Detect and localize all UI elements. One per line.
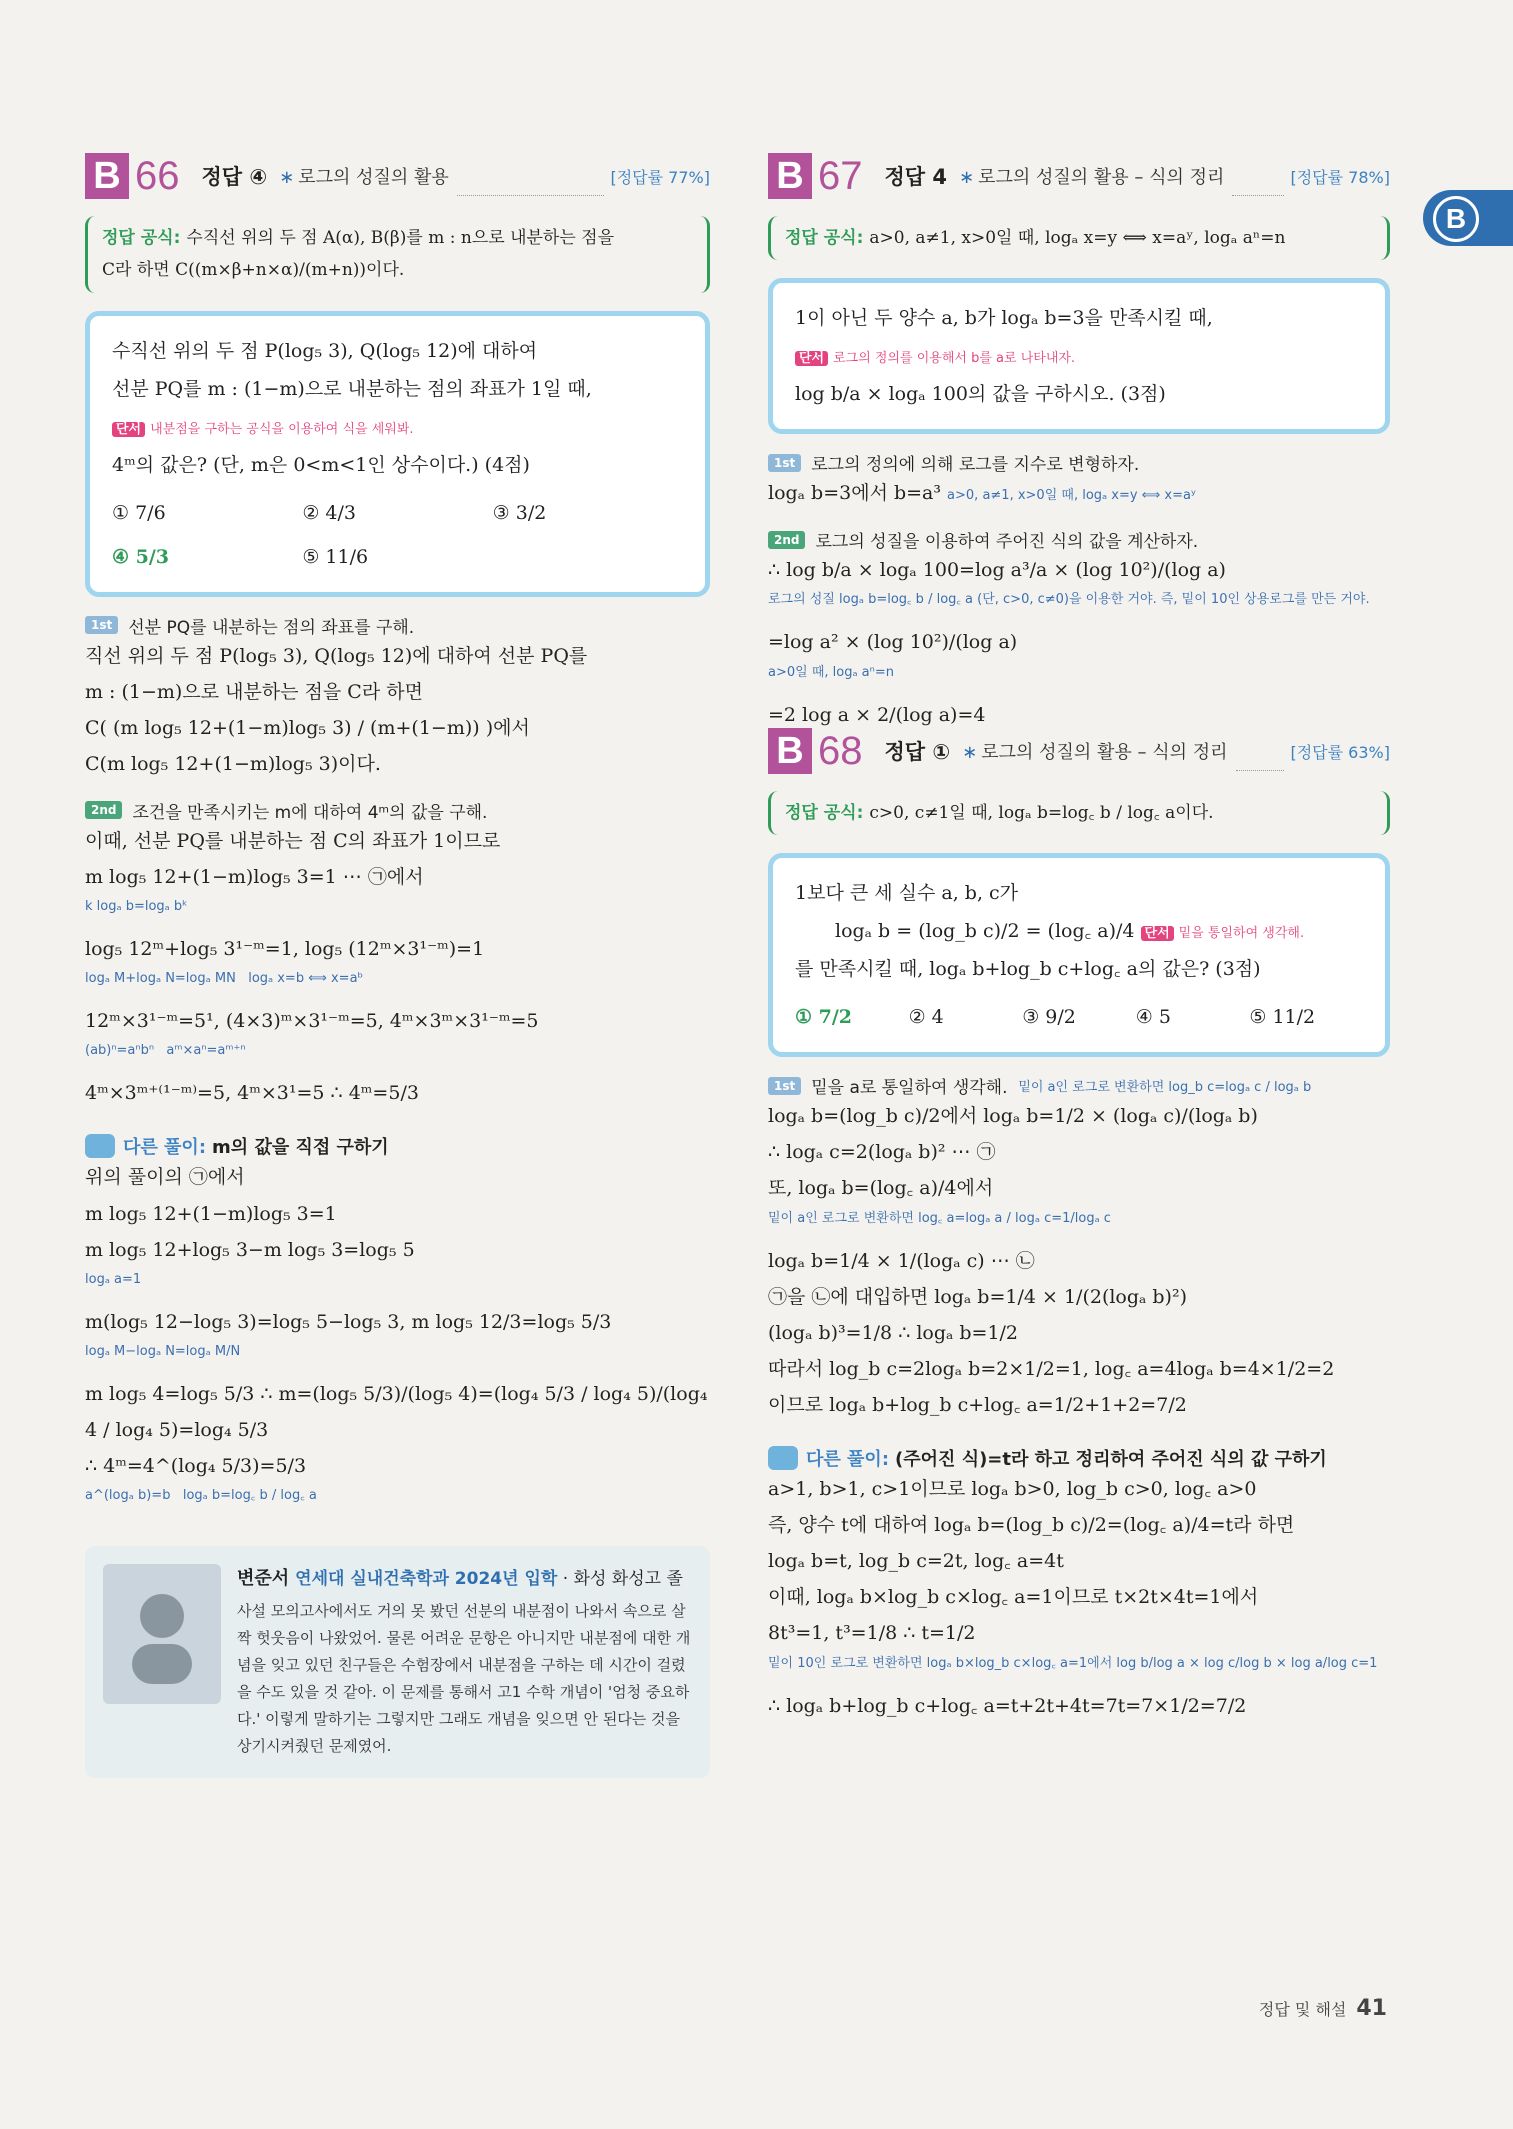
answer-formula-box [768,791,1390,835]
problem-68-header [768,725,1390,777]
question-box [768,853,1390,1057]
question-line-3: 4ᵐ의 값은? (단, m은 0<m<1인 상수이다.) (4점) [112,453,530,476]
solution-line: 12ᵐ×3¹⁻ᵐ=5¹, (4×3)ᵐ×3¹⁻ᵐ=5, 4ᵐ×3ᵐ×3¹⁻ᵐ=5 [85,1010,539,1033]
side-note-b: logₐ b=log꜀ b / log꜀ a [182,1488,317,1504]
solution-line: 직선 위의 두 점 P(log₅ 3), Q(log₅ 12)에 대하여 선분 PQ를 [85,644,588,667]
answer-label: 정답 ① [884,740,951,764]
solution-line: (logₐ b)³=1/8 ∴ logₐ b=1/2 [768,1321,1019,1344]
question-line-2: log b/a × logₐ 100의 값을 구하시오. (3점) [795,383,1166,406]
hint [112,420,414,440]
answer-label: 정답 ④ [201,165,268,189]
topic-text: 로그의 성질의 활용 – 식의 정리 [981,742,1228,763]
correct-rate: [정답률 63%] [1290,742,1390,762]
reviewer-highschool: · 화성 화성고 졸 [562,1569,683,1590]
alternative-solution-header [768,1445,1390,1471]
step-tag: 2nd [85,801,122,819]
formula-line-1: 수직선 위의 두 점 A(α), B(β)를 m : n으로 내분하는 점을 [186,228,615,248]
hint-text: 내분점을 구하는 공식을 이용하여 식을 세워봐. [150,421,414,437]
choice-5: ⑤ 11/2 [1249,1006,1316,1029]
choice-5: ⑤ 11/6 [302,545,369,568]
question-line-1: 수직선 위의 두 점 P(log₅ 3), Q(log₅ 12)에 대하여 [112,339,538,362]
solution-line: m log₅ 12+log₅ 3−m log₅ 3=log₅ 5 [85,1238,415,1261]
dotted-leader [1236,769,1285,771]
solution-line: m log₅ 4=log₅ 5/3 ∴ m=(log₅ 5/3)/(log₅ 4)=(log₄ 5/3 / log₄ 5)/(log₄ 4 / log₄ 5)=log₄ 5/3 [85,1382,708,1441]
alt-solution-icon [85,1134,115,1158]
problem-68 [768,725,1390,1724]
step-1 [85,613,710,638]
step-tag: 2nd [768,531,805,549]
page-number: 41 [1356,1996,1387,2021]
formula-line-2: C라 하면 C((m×β+n×α)/(m+n))이다. [102,260,405,281]
footer-label: 정답 및 해설 [1258,2000,1347,2019]
alt-label: 다른 풀이: [806,1449,890,1471]
side-note-b: aᵐ×aⁿ=aᵐ⁺ⁿ [166,1043,246,1059]
side-note-a: logₐ M+logₐ N=logₐ MN [85,971,236,987]
solution-line: logₐ b=t, log_b c=2t, log꜀ a=4t [768,1550,1064,1573]
solution-line: m log₅ 12+(1−m)log₅ 3=1 ⋯ ㉠에서 [85,866,424,889]
solution-line: 이때, logₐ b×log_b c×log꜀ a=1이므로 t×2t×4t=1에서 [768,1586,1259,1609]
equation-text: logₐ b = (log_b c)/2 = (log꜀ a)/4 [835,920,1135,943]
answer-choices [112,494,683,576]
correct-rate: [정답률 77%] [610,167,710,187]
side-note [85,1039,710,1075]
correct-rate: [정답률 78%] [1290,167,1390,187]
step-tag: 1st [85,616,118,634]
solution-line [768,475,1390,511]
solution-line: 또, logₐ b=(log꜀ a)/4에서 [768,1177,994,1200]
solution-line: =2 log a × 2/(log a)=4 [768,703,986,726]
problem-badge: B [85,153,129,199]
solution-line: ∴ 4ᵐ=4^(log₄ 5/3)=5/3 [85,1455,307,1477]
solution-line: m : (1−m)으로 내분하는 점을 C라 하면 [85,680,423,703]
person-icon [122,1584,202,1684]
solution-line: ∴ logₐ c=2(logₐ b)² ⋯ ㉠ [768,1141,996,1164]
solution-line: 위의 풀이의 ㉠에서 [85,1166,245,1189]
formula-label: 정답 공식: [785,803,864,823]
step-text: 로그의 성질을 이용하여 주어진 식의 값을 계산하자. [815,532,1199,553]
side-note: 밑이 a인 로그로 변환하면 log꜀ a=logₐ a / logₐ c=1/logₐ c [768,1210,1111,1226]
solution-line: logₐ b=1/4 × 1/(logₐ c) ⋯ ㉡ [768,1249,1035,1272]
problem-number: 66 [135,153,180,198]
solution-part-2 [768,552,1390,732]
student-photo [103,1564,221,1704]
alt-label: 다른 풀이: [123,1137,207,1159]
review-text: 사설 모의고사에서도 거의 못 봤던 선분의 내분점이 나와서 속으로 살짝 헛웃음이 나왔었어. 물론 어려운 문항은 아니지만 내분점에 대한 개념을 잊고 있던 친구들은 수험장에서 내분점을 구하는 데 시간이 걸렸을 수도 있을 것 같아. 이 문제를 통해서 고1 수학 개념이 '엄청 중요하다.' 이렇게 말하기는 그렇지만 그래도 개념을 잊으면 안 된다는 것을 상기시켜줬던 문제였어. [237,1602,691,1756]
side-note-a: a^(logₐ b)=b [85,1488,171,1504]
topic-text: 로그의 성질의 활용 – 식의 정리 [978,167,1225,188]
alt-title: (주어진 식)=t라 하고 정리하여 주어진 식의 값 구하기 [895,1449,1327,1471]
side-note: a>0일 때, logₐ aⁿ=n [768,664,894,680]
answer-formula-box [768,216,1390,260]
solution-line: 8t³=1, t³=1/8 ∴ t=1/2 [768,1622,976,1645]
alt-title: m의 값을 직접 구하기 [212,1137,389,1159]
step-text: 밑을 a로 통일하여 생각해. [811,1078,1008,1099]
step-2 [768,527,1390,552]
hint-text: 로그의 정의를 이용해서 b를 a로 나타내자. [833,351,1076,367]
problem-number: 68 [818,728,863,773]
choice-3: ③ 3/2 [492,501,547,524]
solution-line: C( (m log₅ 12+(1−m)log₅ 3) / (m+(1−m)) )에서 [85,716,530,739]
hint [1141,924,1305,944]
solution-part-2 [85,823,710,1111]
solution-line: logₐ b=(log_b c)/2에서 logₐ b=1/2 × (logₐ c)/(logₐ b) [768,1105,1258,1128]
alternative-solution [768,1471,1390,1724]
student-review [85,1546,710,1778]
solution [768,1098,1390,1423]
side-note [85,1484,710,1520]
alternative-solution [85,1159,710,1520]
solution-part-1 [85,638,710,782]
solution-line: ㉠을 ㉡에 대입하면 logₐ b=1/4 × 1/(2(logₐ b)²) [768,1285,1188,1308]
dotted-leader [1232,194,1284,196]
problem-67 [768,150,1390,733]
question-box [768,278,1390,434]
step-tag: 1st [768,1077,801,1095]
solution-line: log₅ 12ᵐ+log₅ 3¹⁻ᵐ=1, log₅ (12ᵐ×3¹⁻ᵐ)=1 [85,938,485,961]
answer-choices [795,998,1363,1036]
step-1 [768,1073,1390,1098]
solution-part-1 [768,475,1390,511]
problem-66 [85,150,710,1778]
problem-number: 67 [818,153,863,198]
formula-label: 정답 공식: [102,228,181,248]
alternative-solution-header [85,1133,710,1159]
step-2 [85,798,710,823]
reviewer-name: 변준서 [237,1568,290,1590]
formula-text: a>0, a≠1, x>0일 때, logₐ x=y ⟺ x=aʸ, logₐ aⁿ=n [869,228,1286,248]
choice-4: ④ 5 [1135,1006,1171,1029]
question-line-1: 1보다 큰 세 실수 a, b, c가 [795,882,1019,905]
side-note: a>0, a≠1, x>0일 때, logₐ x=y ⟺ x=aʸ [947,488,1196,504]
solution-line: C(m log₅ 12+(1−m)log₅ 3)이다. [85,752,381,775]
formula-text: c>0, c≠1일 때, logₐ b=log꜀ b / log꜀ a이다. [869,803,1214,823]
side-note: 밑이 a인 로그로 변환하면 log_b c=logₐ c / logₐ b [1018,1080,1312,1096]
step-text: 선분 PQ를 내분하는 점의 좌표를 구해. [128,617,415,638]
problem-badge: B [768,153,812,199]
hint [795,349,1075,369]
choice-2: ② 4 [908,1006,944,1029]
hint-tag: 단서 [1141,926,1174,941]
topic-label: ∗ 로그의 성질의 활용 – 식의 정리 [962,742,1228,763]
question-line-2: 선분 PQ를 m : (1−m)으로 내분하는 점의 좌표가 1일 때, [112,377,592,400]
topic-label: ∗ 로그의 성질의 활용 [279,167,449,188]
question-box [85,311,710,597]
problem-badge: B [768,728,812,774]
step-text: 조건을 만족시키는 m에 대하여 4ᵐ의 값을 구해. [132,802,488,823]
side-note-a: (ab)ⁿ=aⁿbⁿ [85,1043,155,1059]
solution-line: a>1, b>1, c>1이므로 logₐ b>0, log_b c>0, log꜀ a>0 [768,1478,1257,1501]
hint-text: 밑을 통일하여 생각해. [1178,926,1305,942]
side-note: 밑이 10인 로그로 변환하면 logₐ b×log_b c×log꜀ a=1에서 log b/log a × log c/log b × log a/log c=1 [768,1655,1378,1671]
problem-67-header [768,150,1390,202]
side-note: k logₐ b=logₐ bᵏ [85,899,188,915]
question-line-1: 1이 아닌 두 양수 a, b가 logₐ b=3을 만족시킬 때, [795,307,1213,330]
side-note: logₐ a=1 [85,1271,142,1287]
step-tag: 1st [768,454,801,472]
problem-66-header [85,150,710,202]
choice-2: ② 4/3 [302,501,356,524]
solution-line: 4ᵐ×3ᵐ⁺⁽¹⁻ᵐ⁾=5, 4ᵐ×3¹=5 ∴ 4ᵐ=5/3 [85,1082,419,1105]
topic-text: 로그의 성질의 활용 [298,167,449,188]
page-footer [1259,1996,1387,2021]
solution-line: 따라서 log_b c=2logₐ b=2×1/2=1, log꜀ a=4logₐ b=4×1/2=2 [768,1357,1335,1380]
hint-tag: 단서 [795,351,828,366]
step-1 [768,450,1390,475]
solution-line: 이때, 선분 PQ를 내분하는 점 C의 좌표가 1이므로 [85,829,501,852]
section-tab-letter: B [1433,196,1479,242]
side-note: logₐ M−logₐ N=logₐ M/N [85,1343,241,1359]
answer-formula-box [85,216,710,293]
solution-line: ∴ logₐ b+log_b c+log꜀ a=t+2t+4t=7t=7×1/2=7/2 [768,1694,1247,1717]
question-line-3: 를 만족시킬 때, logₐ b+log_b c+log꜀ a의 값은? (3점) [795,958,1261,981]
reviewer-school: 연세대 실내건축학과 2024년 입학 [295,1569,558,1590]
alt-solution-icon [768,1446,798,1470]
solution-text: logₐ b=3에서 b=a³ [768,482,941,505]
solution-line: m log₅ 12+(1−m)log₅ 3=1 [85,1202,337,1225]
solution-line: ∴ log b/a × logₐ 100=log a³/a × (log 10²)/(log a) [768,559,1226,582]
solution-line: 즉, 양수 t에 대하여 logₐ b=(log_b c)/2=(log꜀ a)/4=t라 하면 [768,1514,1295,1537]
section-tab [1423,190,1513,246]
choice-1: ① 7/6 [112,501,166,524]
question-equation [795,912,1363,950]
topic-label: ∗ 로그의 성질의 활용 – 식의 정리 [959,167,1225,188]
solution-line: m(log₅ 12−log₅ 3)=log₅ 5−log₅ 3, m log₅ 12/3=log₅ 5/3 [85,1310,612,1333]
answer-label: 정답 4 [884,165,947,189]
solution-line: 이므로 logₐ b+log_b c+log꜀ a=1/2+1+2=7/2 [768,1393,1187,1416]
hint-tag: 단서 [112,422,145,437]
dotted-leader [457,194,605,196]
formula-label: 정답 공식: [785,228,864,248]
side-note [85,967,710,1003]
reviewer-info [237,1564,692,1590]
choice-4-correct: ④ 5/3 [112,545,170,568]
side-note: 로그의 성질 logₐ b=log꜀ b / log꜀ a (단, c>0, c≠0)을 이용한 거야. 즉, 밑이 10인 상용로그를 만든 거야. [768,592,1370,608]
choice-1-correct: ① 7/2 [795,1006,853,1029]
step-text: 로그의 정의에 의해 로그를 지수로 변형하자. [811,455,1140,476]
solution-line: =log a² × (log 10²)/(log a) [768,631,1018,654]
side-note-b: logₐ x=b ⟺ x=aᵇ [248,971,364,987]
choice-3: ③ 9/2 [1022,1006,1076,1029]
